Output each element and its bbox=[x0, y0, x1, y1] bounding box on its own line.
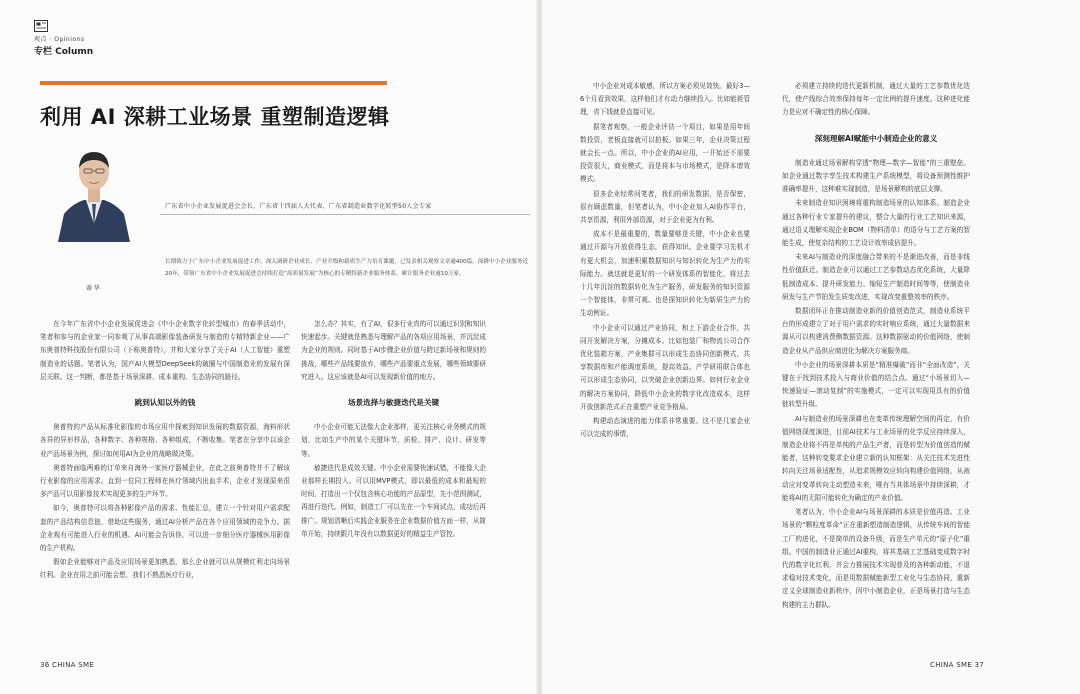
section-label: 专栏 Column bbox=[34, 47, 94, 57]
page-folio-right: CHINA SME 37 bbox=[930, 661, 985, 669]
paragraph: 如今，奥普特可以将各种影像产品的需求、性能汇总，建立一个针对用户需求配套的产品结构信息链，借助这些服务，通过AI分析产品在各个应用领域的竞争力。据企业观有可能进入行业的机遇。AI可能会告诉你，可以进一步细分医疗器械医用影像的生产机构。 bbox=[40, 504, 290, 553]
article-column-3 bbox=[580, 80, 750, 652]
paragraph: 数据闭环正在推动制造业新的价值创造范式，制造业系统平台的形成建立了对于用户需求的实时响应系统，通过大量数据来源从可以构建消费侧数据资源。这种数据驱动的价值网络，使制造企业从产品供应商进化为解决方案服务商。 bbox=[782, 307, 970, 355]
magazine-logo-icon bbox=[34, 20, 48, 32]
author-bio-long: 长期致力于广东中小企业发展促进工作，深入调研企业成长、产业升级和新质生产力培育课题，已发表相关观察文章逾400篇。深耕中小企业服务近20年，带领广东省中小企业发展促进会持续打造“高质量发展”为核心的专精特新企业服务体系，累计服务企业逾10万家。 bbox=[165, 259, 529, 277]
paragraph: 中小企业的场景深耕本质是“精准爆破”而非“全面改造”，关键在于找到技术投入与商业价值的结合点。通过“小场景切入—快速验证—滚动复制”的实施模式，一定可以实现用具有的价值链转型升级。 bbox=[782, 360, 970, 409]
paragraph: 怎么办？其实，有了AI，很多行业真的可以通过识别和知识快速起步。关键就是熟悉与理解产品的各项应用场景，并沉淀成为企业的规则。同时基于AI步骤企业价值与跨过新场景和规则的挑战，哪些产品线要放弃，哪些产品要重点发展，哪些领域要研究进入。这应该就是AI可以发现新价值的地方。 bbox=[301, 320, 486, 381]
paragraph: 构建动态演进的能力体系非常重要。这不是几家企业可以完成的事情， bbox=[580, 417, 750, 439]
bio-divider bbox=[160, 214, 530, 215]
paragraph: 假如企业能够对产品及应用场景更加熟悉，那么企业就可以从规模红利走向场景红利。企业在用之前可能会想，我们不熟悉医疗行业， bbox=[40, 558, 290, 580]
paragraph: 奥普特面临两难的订单来自海外一家医疗器械企业，在此之前奥普特并不了解该行业影像的应用需求。直到一位同工程师在医疗领域内出血手术，企业才发现原来很多产品可以用影像技术实现更多的生产环节。 bbox=[40, 463, 290, 499]
author-name: 谢 华 bbox=[86, 285, 100, 292]
author-bio-short: 广东省中小企业发展促进会会长、广东省十四届人大代表、广东省制造业数字化转型50人会专家 bbox=[165, 203, 432, 210]
paragraph: 制造业通过场景解构穿透“物理—数字—智能”的三重壁垒。如企业通过数字孪生技术构建生产系统模型，将设备预测性维护准确率提升，这种难实现制造，是场景解构的底层支撑。 bbox=[782, 158, 970, 194]
article-column-1 bbox=[40, 318, 290, 648]
paragraph: 未来制造业知识困境将重构制造场景的认知体系。制造企业通过各种行业专家提升的建议，整合大量的行业工艺知识来源，通过语义理解实现企业BOM（物料清单）的语分与工艺方案的智能生成，使复杂结构的工艺设计效率成倍提升。 bbox=[782, 199, 970, 248]
paragraph: 敏捷迭代是成效关键。中小企业需要快速试错，不能像大企业那样长期投入。可以用MVP模式，即以最低的成本和最短的时间，打造出一个仅包含核心功能的产品原型，先小范围测试，再进行迭代。例如，制造工厂可以先在一个车间试点，成功后再推广。规划清晰后实践企业服务在企业数据价值方面一样，从简单开始，持续跟几年没有以数据更好的精益生产管控。 bbox=[301, 463, 486, 538]
paragraph: 中小企业对成本敏感，所以方案必须见效快。最好3—6个月看到效果，这样他们才有动力继续投入。比如能耗管理，省下钱就是直接可见。 bbox=[580, 82, 750, 117]
paragraph: 奥普特的产品从标准化影像的市场应用中探索到知识发展的数据资源，海料形状各异的异形样品，各种数字、各种规格、各种组成，不断收集。笔者在分享中以该企业产品场景为例，探讨如何用AI为企业的战略做决策。 bbox=[40, 423, 290, 458]
section-label-small: 观点 · Opinions bbox=[34, 36, 85, 43]
paragraph: 必须建立持续的迭代更新机制，通过大量的工艺参数优化迭代，使产线综合效率保持每年一定比例的提升速度。这种进化能力是应对不确定性的核心保障。 bbox=[782, 82, 970, 117]
paragraph: 未来AI与制造业的深度融合带来的不是渐进改善，而是非线性价值跃迁。制造企业可以通过工艺参数动态优化系统，大量降低制造成本、提升研发能力、缩短生产制造时间等等，使制造业研发与生产节拍发生质变改进，实现改变重整效率的秩序。 bbox=[782, 253, 970, 301]
subheading: 深刻理解AI赋能中小制造企业的意义 bbox=[814, 133, 938, 143]
article-column-4 bbox=[782, 80, 970, 652]
page-folio-left: 36 CHINA SME bbox=[40, 661, 95, 669]
paragraph: 很多企业经常问笔者，我们的研发数据，是否保密，很有顾虑数量，但笔者认为，中小企业加入AI协作平台，共享资源，利用外部资源，对于企业更为有利。 bbox=[580, 189, 750, 225]
paragraph: 据笔者观察，一般企业评估一个项目，如果是用年间数投资，老板直接就可以拍板。如果三年，企业决策过程就会长一点。所以，中小企业的AI应用，一开始还不需要投资很大，商业模式，而是将本与市场模式，是降本增效模式。 bbox=[580, 122, 750, 184]
subheading: 跳到认知以外的钱 bbox=[134, 398, 196, 408]
paragraph: 成本不是最重要的，数量要够是关键，中小企业也要通过开源与开放获得生态，获得知识。企业要学习先机才有更大机会，加速积累数据知识与知识转化为生产力的实际能力。就这就是更好的一个研发体系的智能化，将过去十几年沉淀的数据转化为生产服务，研发服务的知识资源一个智能体，非常可观。也是探知识转化为新质生产力的生动例证。 bbox=[580, 230, 750, 318]
author-portrait bbox=[54, 140, 134, 242]
paragraph: 中小企业可能无法像大企业那样，更关注核心业务模式的规划，比如生产中的某个关键环节，质检、排产、设计、研发等等。 bbox=[301, 423, 486, 458]
paragraph: 笔者认为，中小企业AI与场景深耕的本质是价值再造。工业场景的“颗粒度革命”正在重新塑造制造逻辑，从传统车间的智能工厂的进化，不是简单的设备升级，而是生产单元的“原子化”重组。中国的制造业正通过AI重构，将其基础工艺基础变成数字时代的数字化红利，并会力推展技术实现普及的各种新动能，不退求稳对技术变化，而是用数据赋能新型工业化与生态协同，重新定义全球制造业新秩序，因中小制造企业，正是场景打造与生态构建的主力群队。 bbox=[782, 508, 970, 609]
title-accent-rule bbox=[40, 81, 387, 85]
left-page bbox=[0, 0, 538, 694]
subheading: 场景选择与敏捷迭代是关键 bbox=[347, 398, 440, 408]
article-title: 利用 AI 深耕工业场景 重塑制造逻辑 bbox=[40, 105, 390, 129]
paragraph: 中小企业可以通过产业协同，和上下游企业合作，共同开发解决方案，分摊成本。比如包装厂和物流公司合作优化装箱方案，产业集群可以形成生态协同创新模式，共享数据库和产能调度系统，提高效益。产学研用联合体也可以形成生态协同，以突破企业创新边界。如何行业企业的解决方案协同，降低中小企业的数字化改造成本，这样开放创新范式正在重塑产业竞争格局。 bbox=[580, 323, 750, 411]
article-column-2 bbox=[301, 318, 486, 648]
paragraph: AI与制造业的场景深耕也在变革传统理解空间的再定，有价值网络深度演进，目前AI技术与工业场景的化学反应持续深入，制造企业将不再是单纯的产品生产者，而是转型为价值创造的赋能者，这种转变要求企业建立新的认知框架：从关注技术先进性转向关注场景适配性，从追求规模效应转向构建价值网络，从被动应对变革转向主动塑造未来，唯有当其体场景中持续深耕，才能将AI的无限可能转化为确定的产业价值。 bbox=[782, 414, 970, 502]
paragraph: 在今年广东省中小企业发展促进会《中小企业数字化转型城市》的春季活动中，笔者和参与的企业家一同参观了从事高端影像装备研发与制造的专精特新企业——广东奥普特科技股份有限公司（下称奥普特），并和大家分享了关于AI（人工智能）重塑制造业的话题。笔者认为，国产AI大模型DeepSeek的破圈与中国制造业的发展有深层关联。这一判断，都是基于场景深耕、成本重构、生态协同的路径。 bbox=[40, 320, 290, 381]
